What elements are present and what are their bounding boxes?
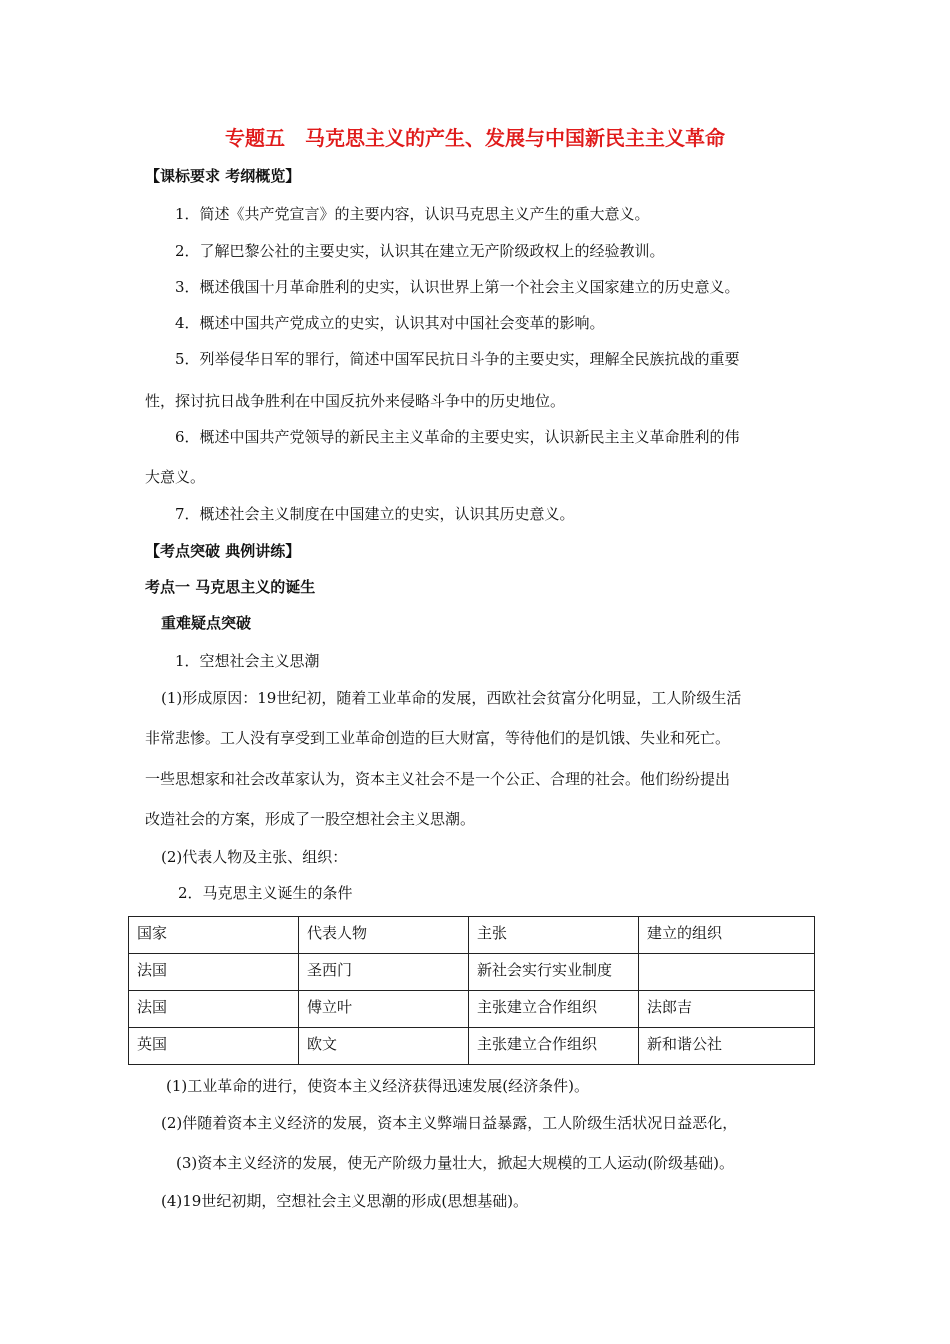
section-heading-breakthrough: 【考点突破 典例讲练】 — [145, 542, 301, 560]
table-row — [129, 1028, 815, 1065]
table-cell: 新社会实行实业制度 — [469, 954, 639, 991]
item1-line-4: 改造社会的方案，形成了一股空想社会主义思潮。 — [145, 810, 476, 828]
table-row — [129, 991, 815, 1028]
table-header-cell: 建立的组织 — [639, 917, 815, 954]
table-cell: 法郎吉 — [639, 991, 815, 1028]
representatives-table — [128, 916, 815, 1065]
table-cell — [639, 954, 815, 991]
section-heading-curriculum: 【课标要求 考纲概览】 — [145, 167, 301, 185]
table-cell: 欧文 — [299, 1028, 469, 1065]
table-header-cell: 主张 — [469, 917, 639, 954]
item1-line-3: 一些思想家和社会改革家认为，资本主义社会不是一个公正、合理的社会。他们纷纷提出 — [145, 770, 731, 788]
table-cell: 圣西门 — [299, 954, 469, 991]
curriculum-item-3: 3．概述俄国十月革命胜利的史实，认识世界上第一个社会主义国家建立的历史意义。 — [175, 278, 740, 296]
table-cell: 主张建立合作组织 — [469, 1028, 639, 1065]
table-cell: 英国 — [129, 1028, 299, 1065]
curriculum-item-5-cont: 性，探讨抗日战争胜利在中国反抗外来侵略斗争中的历史地位。 — [145, 392, 566, 410]
key-difficulties-heading: 重难疑点突破 — [161, 614, 252, 632]
condition-3: (3)资本主义经济的发展，使无产阶级力量壮大，掀起大规模的工人运动(阶级基础)。 — [176, 1154, 734, 1172]
curriculum-item-2: 2．了解巴黎公社的主要史实，认识其在建立无产阶级政权上的经验教训。 — [175, 242, 665, 260]
table-cell: 主张建立合作组织 — [469, 991, 639, 1028]
curriculum-item-7: 7．概述社会主义制度在中国建立的史实，认识其历史意义。 — [175, 505, 575, 523]
table-cell: 法国 — [129, 991, 299, 1028]
table-cell: 法国 — [129, 954, 299, 991]
curriculum-item-6: 6．概述中国共产党领导的新民主主义革命的主要史实，认识新民主主义革命胜利的伟 — [175, 428, 740, 446]
curriculum-item-1: 1．简述《共产党宣言》的主要内容，认识马克思主义产生的重大意义。 — [175, 205, 650, 223]
condition-4: (4)19世纪初期，空想社会主义思潮的形成(思想基础)。 — [161, 1192, 529, 1210]
item1-line-1: (1)形成原因：19世纪初，随着工业革命的发展，西欧社会贫富分化明显，工人阶级生活 — [161, 689, 742, 707]
condition-2: (2)伴随着资本主义经济的发展，资本主义弊端日益暴露，工人阶级生活状况日益恶化， — [161, 1114, 738, 1132]
document-title: 专题五 马克思主义的产生、发展与中国新民主主义革命 — [225, 126, 725, 150]
table-cell: 新和谐公社 — [639, 1028, 815, 1065]
table-header-cell: 代表人物 — [299, 917, 469, 954]
item1-title: 1．空想社会主义思潮 — [175, 652, 320, 670]
item1-line-5: (2)代表人物及主张、组织： — [161, 848, 348, 866]
curriculum-item-6-cont: 大意义。 — [145, 468, 206, 486]
curriculum-item-5: 5．列举侵华日军的罪行，简述中国军民抗日斗争的主要史实，理解全民族抗战的重要 — [175, 350, 740, 368]
item2-title: 2．马克思主义诞生的条件 — [178, 884, 353, 902]
table-header-cell: 国家 — [129, 917, 299, 954]
curriculum-item-4: 4．概述中国共产党成立的史实，认识其对中国社会变革的影响。 — [175, 314, 605, 332]
table-cell: 傅立叶 — [299, 991, 469, 1028]
table-row — [129, 954, 815, 991]
table-header-row — [129, 917, 815, 954]
item1-line-2: 非常悲惨。工人没有享受到工业革命创造的巨大财富，等待他们的是饥饿、失业和死亡。 — [145, 729, 731, 747]
condition-1: (1)工业革命的进行，使资本主义经济获得迅速发展(经济条件)。 — [166, 1077, 589, 1095]
exam-point-title: 考点一 马克思主义的诞生 — [145, 578, 316, 596]
